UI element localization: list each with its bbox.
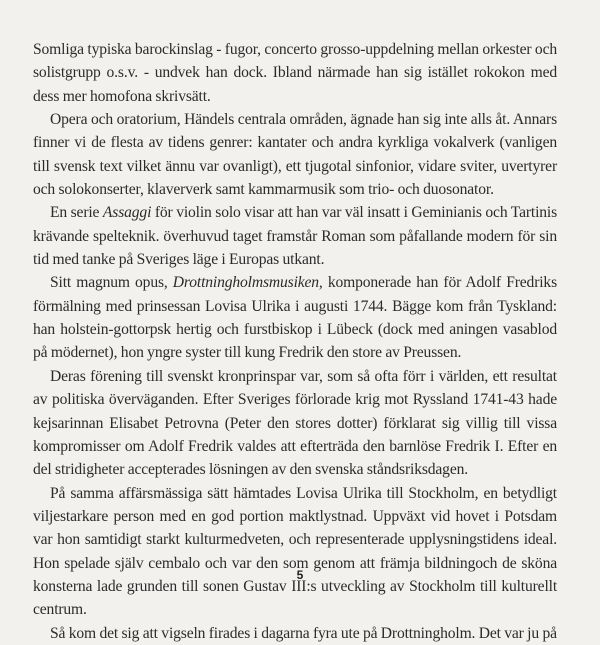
paragraph-text: för violin solo visar att han var väl insatt i Geminianis och Tartinis krävande spelteknik. överhuvud taget framstår Roman som påfallande modern för sin tid med tanke på Sveriges läge i Europas utkant. <box>33 204 557 269</box>
paragraph <box>33 108 557 201</box>
paragraph-text: Somliga typiska barockinslag - fugor, concerto grosso-uppdelning mellan orkester och solistgrupp o.s.v. - undvek han dock. Ibland närmade han sig istället rokokon med dess mer homofona skrivsätt. <box>33 41 557 105</box>
body-text <box>33 38 557 645</box>
italic-title: Drottningholmsmusiken, <box>172 274 323 292</box>
paragraph-text: Sitt magnum opus, <box>50 274 173 292</box>
paragraph <box>33 271 557 364</box>
italic-title: Assaggi <box>102 204 152 222</box>
paragraph <box>33 622 557 645</box>
paragraph <box>33 482 557 622</box>
paragraph-text: komponerade han för Adolf Fredriks förmälning med prinsessan Lovisa Ulrika i augusti 1744. Bägge kom från Tyskland: han holstein-gottorpsk hertig och furstbiskop i Lübeck (dock med aningen vasablod på mödernet), hon yngre syster till kung Fredrik den store av Preussen. <box>33 274 557 362</box>
paragraph-text: På samma affärsmässiga sätt hämtades Lovisa Ulrika till Stockholm, en betydligt viljestarkare person med en god portion maktlystnad. Uppväxt vid hovet i Potsdam var hon samtidigt starkt kulturmedveten, och representerade upplysningstidens ideal. Hon spelade själv cembalo och var den som genom att främja bildningoch de sköna konsterna lade grunden till sonen Gustav III:s utveckling av Stockholm till kulturellt centrum. <box>33 484 557 619</box>
paragraph-text: Deras förening till svenskt kronprinspar var, som så ofta förr i världen, ett resultat av politiska överväganden. Efter Sveriges förlorade krig mot Ryssland 1741-43 hade kejsarinnan Elisabet Petrovna (Peter den stores dotter) förklarat sig villig till vissa kompromisser om Adolf Fredrik valdes att efterträda den barnlöse Fredrik I. Efter en del stridigheter accepterades lösningen av den svenska ståndsriksdagen. <box>33 367 557 479</box>
paragraph-text: Opera och oratorium, Händels centrala områden, ägnade han sig inte alls åt. Annars finner vi de flesta av tidens genrer: kantater och andra kyrkliga vokalverk (vanligen till svensk text vilket ännu var ovanligt), ett tjugotal sinfonior, vidare sviter, uvertyrer och solokonserter, klaververk samt kammarmusik som trio- och duosonator. <box>33 111 557 199</box>
paragraph-text: Så kom det sig att vigseln firades i dagarna fyra ute på Drottningholm. Det var ju på <box>50 624 557 642</box>
paragraph-text: En serie <box>50 204 103 222</box>
page-number: 5 <box>296 568 304 582</box>
paragraph <box>33 365 557 482</box>
paragraph <box>33 201 557 271</box>
paragraph <box>33 38 557 108</box>
